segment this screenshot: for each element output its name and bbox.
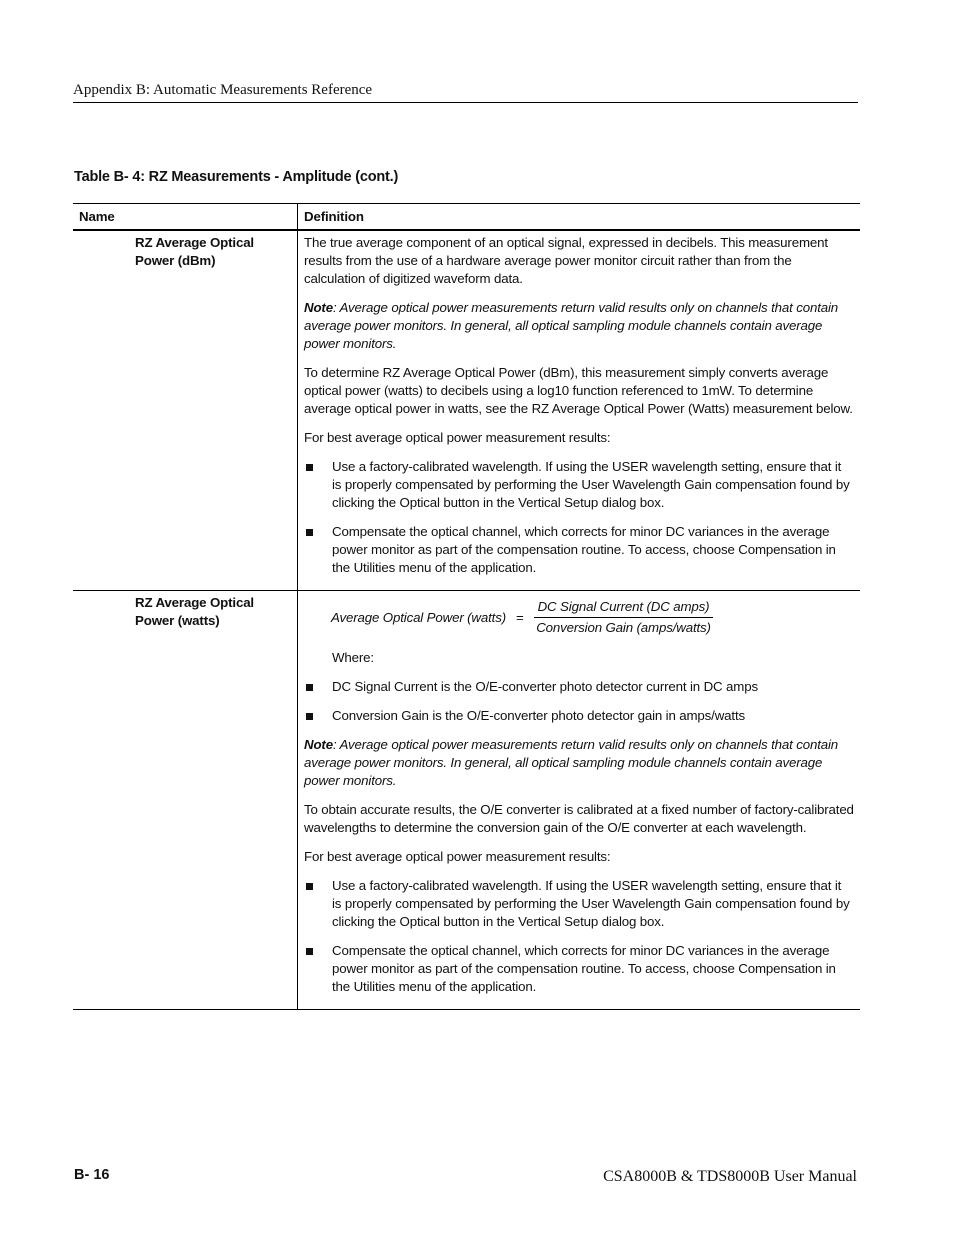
note-paragraph xyxy=(304,736,854,790)
table-row-dbm xyxy=(73,230,860,591)
column-header-definition: Definition xyxy=(298,204,861,231)
formula-numerator: DC Signal Current (DC amps) xyxy=(534,598,714,618)
measurement-name-line2: Power (dBm) xyxy=(135,253,216,268)
measurement-name xyxy=(73,591,298,1010)
definition-paragraph: To obtain accurate results, the O/E converter is calibrated at a fixed number of factory-calibrated wavelengths to determine the conversion gain of the O/E converter at each wavelength. xyxy=(304,802,854,835)
where-bullet-list xyxy=(304,678,854,725)
where-label: Where: xyxy=(332,650,374,665)
list-item: Compensate the optical channel, which corrects for minor DC variances in the average power monitor as part of the compensation routine. To access, choose Compensation in the Utilities menu of the application. xyxy=(304,942,854,996)
note-label: Note xyxy=(304,737,333,752)
list-item: Use a factory-calibrated wavelength. If using the USER wavelength setting, ensure that it is properly compensated by performing the User Wavelength Gain compensation found by clicking the Optical button in the Vertical Setup dialog box. xyxy=(304,458,854,512)
table-row-watts xyxy=(73,591,860,1010)
table-caption: Table B- 4: RZ Measurements - Amplitude (cont.) xyxy=(74,169,399,185)
measurement-name-line2: Power (watts) xyxy=(135,613,220,628)
bullet-list xyxy=(304,877,854,996)
definition-paragraph: The true average component of an optical signal, expressed in decibels. This measurement results from the use of a hardware average power monitor circuit rather than from the calculation of digitized waveform data. xyxy=(304,235,828,286)
measurement-definition xyxy=(298,591,861,1010)
definition-paragraph: For best average optical power measurement results: xyxy=(304,430,611,445)
note-paragraph xyxy=(304,299,854,353)
running-header: Appendix B: Automatic Measurements Reference xyxy=(73,82,858,103)
measurement-name xyxy=(73,230,298,591)
list-item: Compensate the optical channel, which corrects for minor DC variances in the average power monitor as part of the compensation routine. To access, choose Compensation in the Utilities menu of the application. xyxy=(304,523,854,577)
formula-denominator: Conversion Gain (amps/watts) xyxy=(536,620,711,635)
measurements-table xyxy=(73,203,860,1010)
bullet-list xyxy=(304,458,854,577)
formula-fraction xyxy=(534,598,714,637)
measurement-definition xyxy=(298,230,861,591)
manual-title: CSA8000B & TDS8000B User Manual xyxy=(603,1168,857,1185)
note-text: : Average optical power measurements return valid results only on channels that contain average power monitors. In general, all optical sampling module channels contain average power monitors. xyxy=(304,737,839,788)
formula xyxy=(331,598,854,637)
note-label: Note xyxy=(304,300,333,315)
page-number: B- 16 xyxy=(74,1167,110,1183)
measurement-name-line1: RZ Average Optical xyxy=(135,595,254,610)
definition-paragraph: To determine RZ Average Optical Power (dBm), this measurement simply converts average optical power (watts) to decibels using a log10 function referenced to 1mW. To determine average optical power in watts, see the RZ Average Optical Power (Watts) measurement below. xyxy=(304,365,853,416)
column-header-name: Name xyxy=(73,204,298,231)
formula-equals: = xyxy=(515,609,524,625)
list-item: Conversion Gain is the O/E-converter photo detector gain in amps/watts xyxy=(304,707,854,725)
list-item: Use a factory-calibrated wavelength. If using the USER wavelength setting, ensure that it is properly compensated by performing the User Wavelength Gain compensation found by clicking the Optical button in the Vertical Setup dialog box. xyxy=(304,877,854,931)
measurement-name-line1: RZ Average Optical xyxy=(135,235,254,250)
formula-lhs: Average Optical Power (watts) xyxy=(331,609,506,625)
definition-paragraph: For best average optical power measurement results: xyxy=(304,849,611,864)
list-item: DC Signal Current is the O/E-converter photo detector current in DC amps xyxy=(304,678,854,696)
note-text: : Average optical power measurements return valid results only on channels that contain average power monitors. In general, all optical sampling module channels contain average power monitors. xyxy=(304,300,839,351)
